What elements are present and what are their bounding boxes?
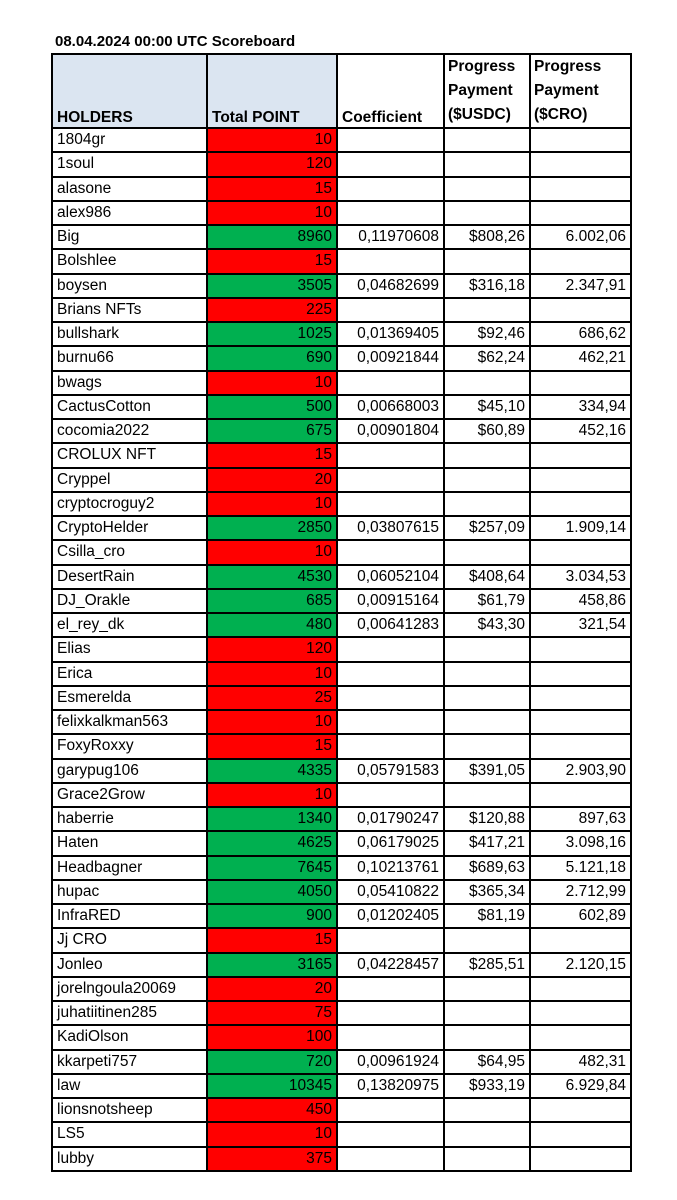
table-row	[52, 589, 631, 613]
total-point-cell: 20	[207, 977, 337, 1001]
total-point-cell: 8960	[207, 225, 337, 249]
holder-name-cell: Haten	[52, 831, 207, 855]
coefficient-cell: 0,13820975	[337, 1074, 444, 1098]
total-point-cell: 480	[207, 613, 337, 637]
holder-name-cell: lionsnotsheep	[52, 1098, 207, 1122]
cro-payment-cell	[530, 686, 631, 710]
cro-payment-cell	[530, 371, 631, 395]
table-row	[52, 152, 631, 176]
cro-payment-cell	[530, 468, 631, 492]
cro-payment-cell: 6.929,84	[530, 1074, 631, 1098]
usdc-payment-cell	[444, 783, 530, 807]
holder-name-cell: CryptoHelder	[52, 516, 207, 540]
total-point-cell: 10	[207, 371, 337, 395]
table-row	[52, 856, 631, 880]
coefficient-cell	[337, 177, 444, 201]
total-point-cell: 450	[207, 1098, 337, 1122]
coefficient-cell	[337, 686, 444, 710]
coefficient-cell	[337, 977, 444, 1001]
table-row	[52, 1050, 631, 1074]
holder-name-cell: DJ_Orakle	[52, 589, 207, 613]
holder-name-cell: Csilla_cro	[52, 540, 207, 564]
cro-payment-cell: 3.098,16	[530, 831, 631, 855]
usdc-payment-cell: $808,26	[444, 225, 530, 249]
table-row	[52, 904, 631, 928]
table-row	[52, 1001, 631, 1025]
coefficient-cell	[337, 201, 444, 225]
coefficient-cell	[337, 371, 444, 395]
holder-name-cell: KadiOlson	[52, 1025, 207, 1049]
usdc-payment-cell	[444, 686, 530, 710]
table-row	[52, 177, 631, 201]
usdc-payment-cell: $689,63	[444, 856, 530, 880]
usdc-payment-cell	[444, 1098, 530, 1122]
holder-name-cell: DesertRain	[52, 565, 207, 589]
cro-payment-cell	[530, 540, 631, 564]
total-point-cell: 15	[207, 928, 337, 952]
coefficient-cell	[337, 443, 444, 467]
usdc-payment-cell	[444, 177, 530, 201]
usdc-payment-cell: $45,10	[444, 395, 530, 419]
coefficient-cell	[337, 152, 444, 176]
cro-payment-cell	[530, 928, 631, 952]
cro-payment-cell	[530, 249, 631, 273]
holder-name-cell: cryptocroguy2	[52, 492, 207, 516]
cro-payment-cell	[530, 298, 631, 322]
holder-name-cell: kkarpeti757	[52, 1050, 207, 1074]
column-header-usdc: Progress Payment ($USDC)	[444, 54, 530, 128]
table-row	[52, 298, 631, 322]
column-header-total-point: Total POINT	[207, 54, 337, 128]
holder-name-cell: CROLUX NFT	[52, 443, 207, 467]
total-point-cell: 120	[207, 152, 337, 176]
coefficient-cell: 0,06052104	[337, 565, 444, 589]
cro-payment-cell	[530, 152, 631, 176]
table-row	[52, 346, 631, 370]
total-point-cell: 7645	[207, 856, 337, 880]
table-row	[52, 225, 631, 249]
table-row	[52, 613, 631, 637]
table-row	[52, 662, 631, 686]
table-row	[52, 734, 631, 758]
coefficient-cell	[337, 1122, 444, 1146]
holder-name-cell: burnu66	[52, 346, 207, 370]
table-row	[52, 274, 631, 298]
coefficient-cell: 0,01369405	[337, 322, 444, 346]
holder-name-cell: felixkalkman563	[52, 710, 207, 734]
usdc-payment-cell: $285,51	[444, 953, 530, 977]
holder-name-cell: Bolshlee	[52, 249, 207, 273]
total-point-cell: 4625	[207, 831, 337, 855]
usdc-payment-cell: $62,24	[444, 346, 530, 370]
holder-name-cell: Grace2Grow	[52, 783, 207, 807]
total-point-cell: 4335	[207, 759, 337, 783]
usdc-payment-cell: $60,89	[444, 419, 530, 443]
holder-name-cell: boysen	[52, 274, 207, 298]
holder-name-cell: Erica	[52, 662, 207, 686]
table-row	[52, 322, 631, 346]
total-point-cell: 690	[207, 346, 337, 370]
holder-name-cell: alex986	[52, 201, 207, 225]
coefficient-cell	[337, 249, 444, 273]
total-point-cell: 2850	[207, 516, 337, 540]
total-point-cell: 25	[207, 686, 337, 710]
coefficient-cell	[337, 734, 444, 758]
total-point-cell: 3165	[207, 953, 337, 977]
total-point-cell: 685	[207, 589, 337, 613]
usdc-payment-cell	[444, 662, 530, 686]
usdc-payment-cell	[444, 468, 530, 492]
usdc-payment-cell	[444, 492, 530, 516]
total-point-cell: 225	[207, 298, 337, 322]
usdc-payment-cell	[444, 152, 530, 176]
cro-payment-cell	[530, 783, 631, 807]
cro-payment-cell: 3.034,53	[530, 565, 631, 589]
total-point-cell: 10	[207, 201, 337, 225]
header-row	[52, 54, 631, 128]
table-row	[52, 637, 631, 661]
holder-name-cell: CactusCotton	[52, 395, 207, 419]
cro-payment-cell: 2.120,15	[530, 953, 631, 977]
coefficient-cell	[337, 540, 444, 564]
cro-payment-cell	[530, 1001, 631, 1025]
usdc-payment-cell: $391,05	[444, 759, 530, 783]
holder-name-cell: Cryppel	[52, 468, 207, 492]
table-row	[52, 443, 631, 467]
holder-name-cell: alasone	[52, 177, 207, 201]
total-point-cell: 75	[207, 1001, 337, 1025]
coefficient-cell	[337, 1147, 444, 1171]
coefficient-cell: 0,11970608	[337, 225, 444, 249]
usdc-payment-cell: $64,95	[444, 1050, 530, 1074]
total-point-cell: 10	[207, 128, 337, 152]
holder-name-cell: Esmerelda	[52, 686, 207, 710]
usdc-payment-cell: $365,34	[444, 880, 530, 904]
holder-name-cell: Jonleo	[52, 953, 207, 977]
total-point-cell: 1340	[207, 807, 337, 831]
usdc-payment-cell	[444, 201, 530, 225]
coefficient-cell	[337, 710, 444, 734]
holder-name-cell: LS5	[52, 1122, 207, 1146]
usdc-payment-cell: $408,64	[444, 565, 530, 589]
total-point-cell: 10	[207, 783, 337, 807]
cro-payment-cell: 462,21	[530, 346, 631, 370]
total-point-cell: 120	[207, 637, 337, 661]
total-point-cell: 10345	[207, 1074, 337, 1098]
total-point-cell: 4530	[207, 565, 337, 589]
coefficient-cell	[337, 1098, 444, 1122]
usdc-payment-cell	[444, 443, 530, 467]
coefficient-cell: 0,04682699	[337, 274, 444, 298]
holder-name-cell: FoxyRoxxy	[52, 734, 207, 758]
total-point-cell: 500	[207, 395, 337, 419]
cro-payment-cell: 6.002,06	[530, 225, 631, 249]
column-header-coefficient: Coefficient	[337, 54, 444, 128]
holder-name-cell: garypug106	[52, 759, 207, 783]
coefficient-cell	[337, 662, 444, 686]
total-point-cell: 900	[207, 904, 337, 928]
coefficient-cell: 0,00668003	[337, 395, 444, 419]
total-point-cell: 4050	[207, 880, 337, 904]
table-row	[52, 540, 631, 564]
holder-name-cell: law	[52, 1074, 207, 1098]
coefficient-cell: 0,00915164	[337, 589, 444, 613]
coefficient-cell: 0,04228457	[337, 953, 444, 977]
table-row	[52, 807, 631, 831]
cro-payment-cell: 602,89	[530, 904, 631, 928]
table-row	[52, 371, 631, 395]
scoreboard-title: 08.04.2024 00:00 UTC Scoreboard	[55, 33, 296, 50]
usdc-payment-cell	[444, 977, 530, 1001]
usdc-payment-cell: $61,79	[444, 589, 530, 613]
cro-payment-cell: 5.121,18	[530, 856, 631, 880]
table-row	[52, 1147, 631, 1171]
total-point-cell: 100	[207, 1025, 337, 1049]
coefficient-cell	[337, 1001, 444, 1025]
holder-name-cell: Elias	[52, 637, 207, 661]
table-row	[52, 516, 631, 540]
total-point-cell: 675	[207, 419, 337, 443]
total-point-cell: 1025	[207, 322, 337, 346]
holder-name-cell: Headbagner	[52, 856, 207, 880]
total-point-cell: 20	[207, 468, 337, 492]
coefficient-cell	[337, 298, 444, 322]
table-row	[52, 201, 631, 225]
table-row	[52, 783, 631, 807]
table-row	[52, 492, 631, 516]
table-row	[52, 1098, 631, 1122]
cro-payment-cell: 2.712,99	[530, 880, 631, 904]
total-point-cell: 15	[207, 249, 337, 273]
usdc-payment-cell: $81,19	[444, 904, 530, 928]
table-row	[52, 928, 631, 952]
cro-payment-cell: 482,31	[530, 1050, 631, 1074]
usdc-payment-cell: $316,18	[444, 274, 530, 298]
holder-name-cell: lubby	[52, 1147, 207, 1171]
table-row	[52, 395, 631, 419]
table-row	[52, 686, 631, 710]
cro-payment-cell: 2.347,91	[530, 274, 631, 298]
usdc-payment-cell	[444, 540, 530, 564]
usdc-payment-cell	[444, 710, 530, 734]
holder-name-cell: juhatiitinen285	[52, 1001, 207, 1025]
usdc-payment-cell	[444, 1001, 530, 1025]
usdc-payment-cell: $257,09	[444, 516, 530, 540]
table-row	[52, 831, 631, 855]
cro-payment-cell: 897,63	[530, 807, 631, 831]
holder-name-cell: el_rey_dk	[52, 613, 207, 637]
table-row	[52, 128, 631, 152]
holder-name-cell: InfraRED	[52, 904, 207, 928]
holder-name-cell: Big	[52, 225, 207, 249]
cro-payment-cell	[530, 734, 631, 758]
table-row	[52, 1074, 631, 1098]
total-point-cell: 10	[207, 1122, 337, 1146]
table-row	[52, 759, 631, 783]
cro-payment-cell	[530, 710, 631, 734]
usdc-payment-cell	[444, 1147, 530, 1171]
usdc-payment-cell: $417,21	[444, 831, 530, 855]
column-header-holders: HOLDERS	[52, 54, 207, 128]
coefficient-cell	[337, 492, 444, 516]
cro-payment-cell: 686,62	[530, 322, 631, 346]
total-point-cell: 10	[207, 540, 337, 564]
cro-payment-cell	[530, 1025, 631, 1049]
holder-name-cell: 1804gr	[52, 128, 207, 152]
table-row	[52, 468, 631, 492]
cro-payment-cell	[530, 662, 631, 686]
cro-payment-cell	[530, 1098, 631, 1122]
cro-payment-cell: 2.903,90	[530, 759, 631, 783]
coefficient-cell: 0,00961924	[337, 1050, 444, 1074]
total-point-cell: 720	[207, 1050, 337, 1074]
total-point-cell: 15	[207, 177, 337, 201]
holder-name-cell: 1soul	[52, 152, 207, 176]
coefficient-cell: 0,03807615	[337, 516, 444, 540]
coefficient-cell	[337, 783, 444, 807]
table-row	[52, 880, 631, 904]
usdc-payment-cell	[444, 734, 530, 758]
cro-payment-cell	[530, 637, 631, 661]
coefficient-cell	[337, 1025, 444, 1049]
usdc-payment-cell: $43,30	[444, 613, 530, 637]
usdc-payment-cell	[444, 928, 530, 952]
cro-payment-cell: 1.909,14	[530, 516, 631, 540]
coefficient-cell: 0,10213761	[337, 856, 444, 880]
coefficient-cell	[337, 128, 444, 152]
table-row	[52, 565, 631, 589]
holder-name-cell: bwags	[52, 371, 207, 395]
cro-payment-cell	[530, 177, 631, 201]
usdc-payment-cell: $933,19	[444, 1074, 530, 1098]
cro-payment-cell: 334,94	[530, 395, 631, 419]
coefficient-cell: 0,01202405	[337, 904, 444, 928]
cro-payment-cell	[530, 977, 631, 1001]
table-row	[52, 1122, 631, 1146]
table-row	[52, 419, 631, 443]
coefficient-cell: 0,00641283	[337, 613, 444, 637]
table-row	[52, 710, 631, 734]
total-point-cell: 10	[207, 492, 337, 516]
holder-name-cell: jorelngoula20069	[52, 977, 207, 1001]
cro-payment-cell	[530, 1122, 631, 1146]
holder-name-cell: Brians NFTs	[52, 298, 207, 322]
total-point-cell: 3505	[207, 274, 337, 298]
scoreboard-table	[51, 53, 632, 1172]
usdc-payment-cell: $120,88	[444, 807, 530, 831]
cro-payment-cell	[530, 128, 631, 152]
holder-name-cell: Jj CRO	[52, 928, 207, 952]
usdc-payment-cell: $92,46	[444, 322, 530, 346]
usdc-payment-cell	[444, 1122, 530, 1146]
usdc-payment-cell	[444, 1025, 530, 1049]
total-point-cell: 375	[207, 1147, 337, 1171]
usdc-payment-cell	[444, 298, 530, 322]
total-point-cell: 15	[207, 443, 337, 467]
column-header-cro: Progress Payment ($CRO)	[530, 54, 631, 128]
holder-name-cell: bullshark	[52, 322, 207, 346]
usdc-payment-cell	[444, 128, 530, 152]
coefficient-cell: 0,01790247	[337, 807, 444, 831]
coefficient-cell: 0,05410822	[337, 880, 444, 904]
coefficient-cell: 0,00921844	[337, 346, 444, 370]
table-header	[52, 54, 631, 128]
coefficient-cell: 0,05791583	[337, 759, 444, 783]
coefficient-cell	[337, 468, 444, 492]
holder-name-cell: hupac	[52, 880, 207, 904]
total-point-cell: 15	[207, 734, 337, 758]
table-row	[52, 1025, 631, 1049]
usdc-payment-cell	[444, 637, 530, 661]
cro-payment-cell: 452,16	[530, 419, 631, 443]
usdc-payment-cell	[444, 371, 530, 395]
cro-payment-cell	[530, 201, 631, 225]
cro-payment-cell	[530, 443, 631, 467]
table-row	[52, 953, 631, 977]
coefficient-cell: 0,06179025	[337, 831, 444, 855]
cro-payment-cell	[530, 1147, 631, 1171]
coefficient-cell: 0,00901804	[337, 419, 444, 443]
coefficient-cell	[337, 928, 444, 952]
holder-name-cell: haberrie	[52, 807, 207, 831]
holder-name-cell: cocomia2022	[52, 419, 207, 443]
total-point-cell: 10	[207, 710, 337, 734]
cro-payment-cell: 458,86	[530, 589, 631, 613]
table-row	[52, 977, 631, 1001]
cro-payment-cell: 321,54	[530, 613, 631, 637]
coefficient-cell	[337, 637, 444, 661]
table-body	[52, 128, 631, 1171]
usdc-payment-cell	[444, 249, 530, 273]
cro-payment-cell	[530, 492, 631, 516]
table-row	[52, 249, 631, 273]
total-point-cell: 10	[207, 662, 337, 686]
